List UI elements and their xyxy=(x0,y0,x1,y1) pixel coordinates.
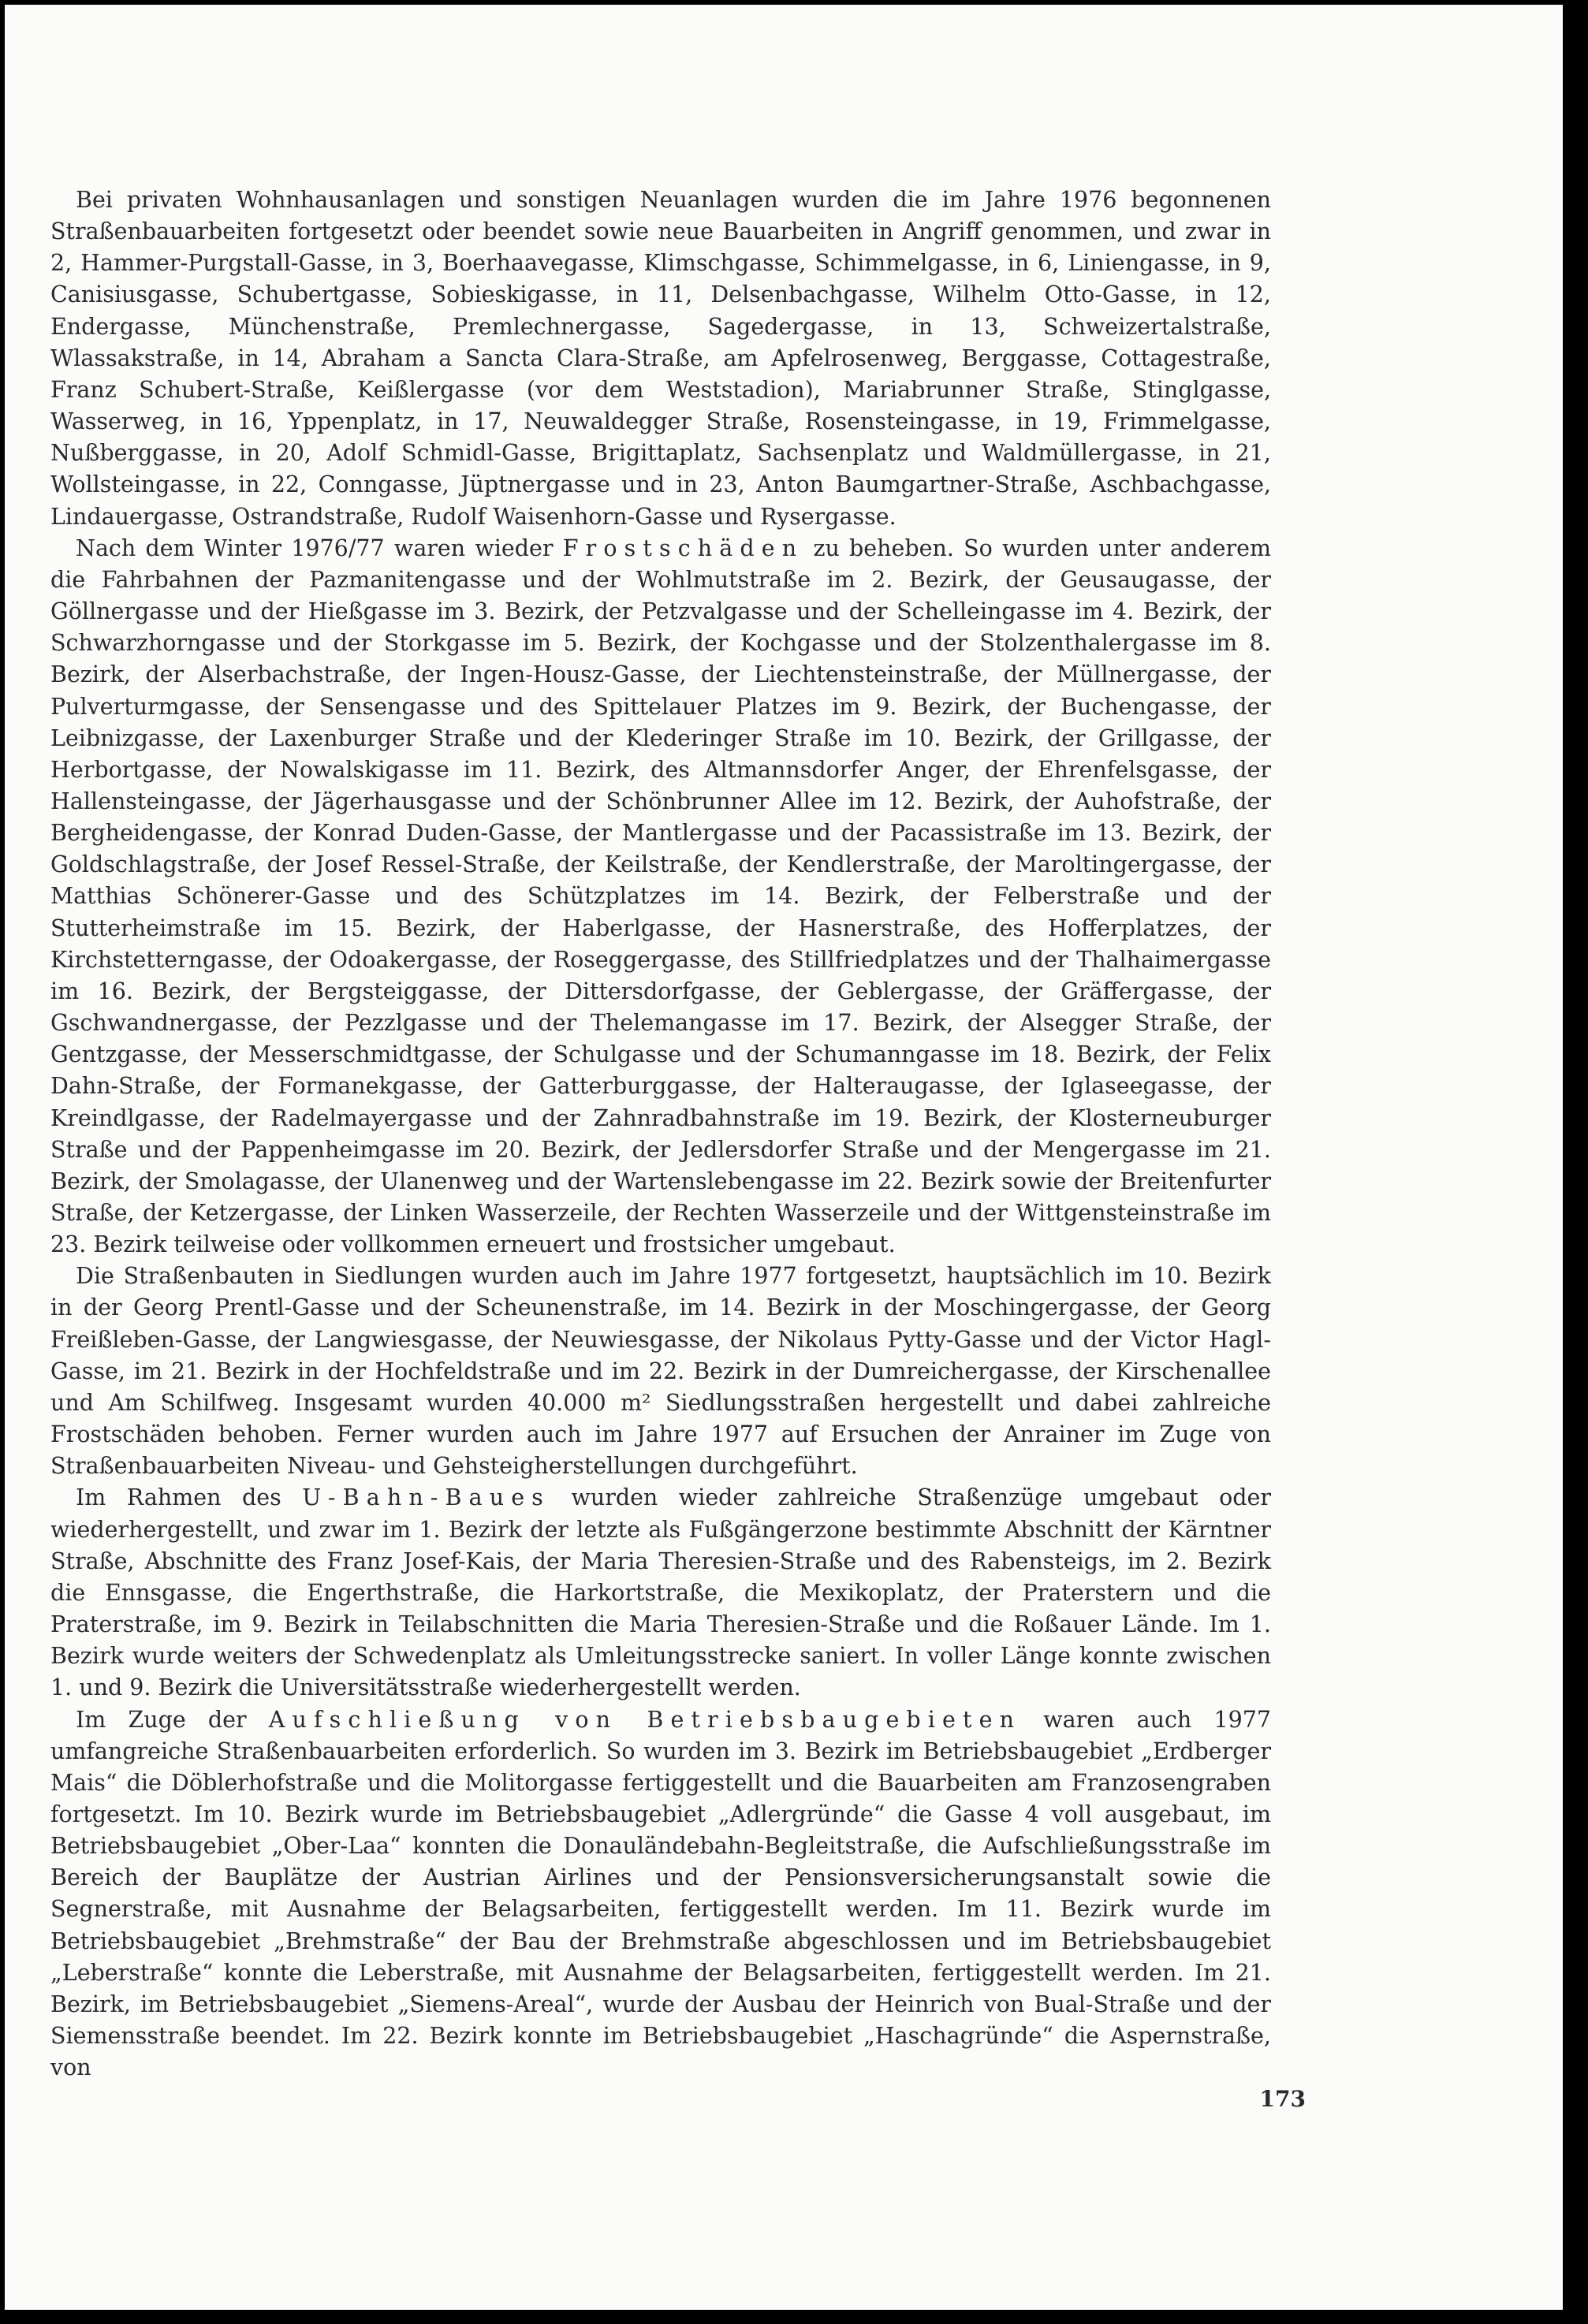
page-number: 173 xyxy=(1259,2086,1306,2112)
body-text xyxy=(50,184,1271,2084)
paragraph-1 xyxy=(50,184,1271,533)
paragraph-5-text-a: Im Zuge der xyxy=(76,1706,269,1733)
paragraph-5-emphasis: Aufschließung von Betriebsbaugebieten xyxy=(268,1706,1022,1733)
paragraph-4-text-b: wurden wieder zahlreiche Straßenzüge umgebaut oder wiederhergestellt, und zwar im 1. Bezirk der letzte als Fußgängerzone bestimmte Abschnitt der Kärntner Straße, Abschnitte des Franz Josef-Kais, der Maria Theresien-Straße und des Rabensteigs, im 2. Bezirk die Ennsgasse, die Engerthstraße, die Harkortstraße, die Mexikoplatz, der Praterstern und die Praterstraße, im 9. Bezirk in Teilabschnitten die Maria Theresien-Straße und die Roßauer Lände. Im 1. Bezirk wurde weiters der Schwedenplatz als Umleitungsstrecke saniert. In voller Länge konnte zwischen 1. und 9. Bezirk die Universitätsstraße wiederhergestellt werden. xyxy=(50,1484,1272,1701)
paragraph-4-text-a: Im Rahmen des xyxy=(76,1484,303,1511)
paragraph-4-emphasis: U-Bahn-Baues xyxy=(302,1484,550,1511)
paragraph-5 xyxy=(50,1704,1271,2084)
paragraph-4 xyxy=(50,1482,1271,1704)
paragraph-1-text: Bei privaten Wohnhausanlagen und sonstigen Neuanlagen wurden die im Jahre 1976 begonnenen Straßenbauarbeiten fortgesetzt oder beendet sowie neue Bauarbeiten in Angriff genommen, und zwar in 2, Hammer-Purgstall-Gasse, in 3, Boerhaavegasse, Klimschgasse, Schimmelgasse, in 6, Liniengasse, in 9, Canisiusgasse, Schubertgasse, Sobieskigasse, in 11, Delsenbachgasse, Wilhelm Otto-Gasse, in 12, Endergasse, Münchenstraße, Premlechnergasse, Sagedergasse, in 13, Schweizertalstraße, Wlassakstraße, in 14, Abraham a Sancta Clara-Straße, am Apfelrosenweg, Berggasse, Cottagestraße, Franz Schubert-Straße, Keißlergasse (vor dem Weststadion), Mariabrunner Straße, Stinglgasse, Wasserweg, in 16, Yppenplatz, in 17, Neuwaldegger Straße, Rosensteingasse, in 19, Frimmelgasse, Nußberggasse, in 20, Adolf Schmidl-Gasse, Brigittaplatz, Sachsenplatz und Waldmüllergasse, in 21, Wollsteingasse, in 22, Conngasse, Jüptnergasse und in 23, Anton Baumgartner-Straße, Aschbachgasse, Lindauergasse, Ostrandstraße, Rudolf Waisenhorn-Gasse und Rysergasse. xyxy=(50,187,1271,530)
paragraph-3 xyxy=(50,1261,1271,1482)
page-scan xyxy=(5,5,1563,2310)
paragraph-2 xyxy=(50,533,1271,1261)
paragraph-2-emphasis: Frostschäden xyxy=(562,534,804,561)
paragraph-2-text-a: Nach dem Winter 1976/77 waren wieder xyxy=(76,534,563,561)
paragraph-5-text-b: waren auch 1977 umfangreiche Straßenbauarbeiten erforderlich. So wurden im 3. Bezirk im Betriebsbaugebiet „Erdberger Mais“ die Döblerhofstraße und die Molitorgasse fertiggestellt und die Bauarbeiten am Franzosengraben fortgesetzt. Im 10. Bezirk wurde im Betriebsbaugebiet „Adlergründe“ die Gasse 4 voll ausgebaut, im Betriebsbaugebiet „Ober-Laa“ konnten die Donauländebahn-Begleitstraße, die Aufschließungsstraße im Bereich der Bauplätze der Austrian Airlines und der Pensionsversicherungsanstalt sowie die Segnerstraße, mit Ausnahme der Belagsarbeiten, fertiggestellt werden. Im 11. Bezirk wurde im Betriebsbaugebiet „Brehmstraße“ der Bau der Brehmstraße abgeschlossen und im Betriebsbaugebiet „Leberstraße“ konnte die Leberstraße, mit Ausnahme der Belagsarbeiten, fertiggestellt werden. Im 21. Bezirk, im Betriebsbaugebiet „Siemens-Areal“, wurde der Ausbau der Heinrich von Bual-Straße und der Siemensstraße beendet. Im 22. Bezirk konnte im Betriebsbaugebiet „Haschagründe“ die Aspernstraße, von xyxy=(50,1706,1271,2081)
paragraph-3-text: Die Straßenbauten in Siedlungen wurden auch im Jahre 1977 fortgesetzt, hauptsächlich im 10. Bezirk in der Georg Prentl-Gasse und der Scheunenstraße, im 14. Bezirk in der Moschingergasse, der Georg Freißleben-Gasse, der Langwiesgasse, der Neuwiesgasse, der Nikolaus Pytty-Gasse und der Victor Hagl-Gasse, im 21. Bezirk in der Hochfeldstraße und im 22. Bezirk in der Dumreichergasse, der Kirschenallee und Am Schilfweg. Insgesamt wurden 40.000 m² Siedlungsstraßen hergestellt und dabei zahlreiche Frostschäden behoben. Ferner wurden auch im Jahre 1977 auf Ersuchen der Anrainer im Zuge von Straßenbauarbeiten Niveau- und Gehsteigherstellungen durchgeführt. xyxy=(50,1263,1271,1480)
paragraph-2-text-b: zu beheben. So wurden unter anderem die Fahrbahnen der Pazmanitengasse und der Wohlmutstraße im 2. Bezirk, der Geusaugasse, der Göllnergasse und der Hießgasse im 3. Bezirk, der Petzvalgasse und der Schelleingasse im 4. Bezirk, der Schwarzhorngasse und der Storkgasse im 5. Bezirk, der Kochgasse und der Stolzenthalergasse im 8. Bezirk, der Alserbachstraße, der Ingen-Housz-Gasse, der Liechtensteinstraße, der Müllnergasse, der Pulverturmgasse, der Sensengasse und des Spittelauer Platzes im 9. Bezirk, der Buchengasse, der Leibnizgasse, der Laxenburger Straße und der Klederinger Straße im 10. Bezirk, der Grillgasse, der Herbortgasse, der Nowalskigasse im 11. Bezirk, des Altmannsdorfer Anger, der Ehrenfelsgasse, der Hallensteingasse, der Jägerhausgasse und der Schönbrunner Allee im 12. Bezirk, der Auhofstraße, der Bergheidengasse, der Konrad Duden-Gasse, der Mantlergasse und der Pacassistraße im 13. Bezirk, der Goldschlagstraße, der Josef Ressel-Straße, der Keilstraße, der Kendlerstraße, der Maroltingergasse, der Matthias Schönerer-Gasse und des Schützplatzes im 14. Bezirk, der Felberstraße und der Stutterheimstraße im 15. Bezirk, der Haberlgasse, der Hasnerstraße, des Hofferplatzes, der Kirchstetterngasse, der Odoakergasse, der Roseggergasse, des Stillfriedplatzes und der Thalhaimergasse im 16. Bezirk, der Bergsteiggasse, der Dittersdorfgasse, der Geblergasse, der Gräffergasse, der Gschwandnergasse, der Pezzlgasse und der Thelemangasse im 17. Bezirk, der Alsegger Straße, der Gentzgasse, der Messerschmidtgasse, der Schulgasse und der Schumanngasse im 18. Bezirk, der Felix Dahn-Straße, der Formanekgasse, der Gatterburggasse, der Halteraugasse, der Iglaseegasse, der Kreindlgasse, der Radelmayergasse und der Zahnradbahnstraße im 19. Bezirk, der Klosterneuburger Straße und der Pappenheimgasse im 20. Bezirk, der Jedlersdorfer Straße und der Mengergasse im 21. Bezirk, der Smolagasse, der Ulanenweg und der Wartenslebengasse im 22. Bezirk sowie der Breitenfurter Straße, der Ketzergasse, der Linken Wasserzeile, der Rechten Wasserzeile und der Wittgensteinstraße im 23. Bezirk teilweise oder vollkommen erneuert und frostsicher umgebaut. xyxy=(50,534,1271,1258)
